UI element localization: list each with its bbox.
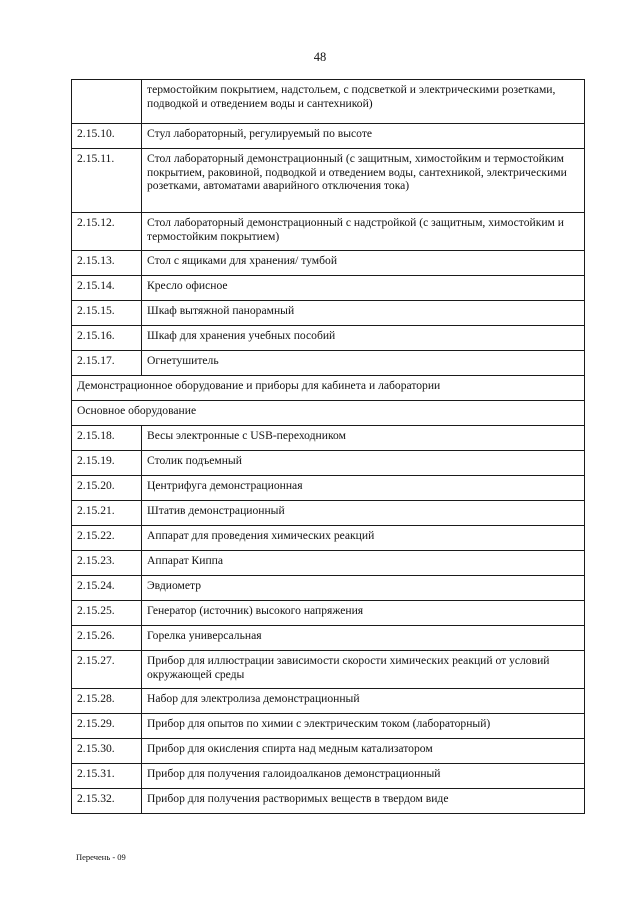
section-row bbox=[72, 376, 585, 401]
item-name: Аппарат для проведения химических реакций bbox=[142, 526, 585, 551]
table-row bbox=[72, 651, 585, 689]
item-name: Центрифуга демонстрационная bbox=[142, 476, 585, 501]
item-name: Прибор для иллюстрации зависимости скорости химических реакций от условий окружающей среды bbox=[142, 651, 585, 689]
item-name: Шкаф для хранения учебных пособий bbox=[142, 326, 585, 351]
item-name: Прибор для окисления спирта над медным катализатором bbox=[142, 739, 585, 764]
item-name: Весы электронные с USB-переходником bbox=[142, 426, 585, 451]
item-name: Штатив демонстрационный bbox=[142, 501, 585, 526]
page-footer: Перечень - 09 bbox=[76, 852, 126, 862]
item-number: 2.15.26. bbox=[72, 626, 142, 651]
section-row bbox=[72, 401, 585, 426]
table-row bbox=[72, 213, 585, 251]
item-number: 2.15.11. bbox=[72, 149, 142, 213]
item-number: 2.15.14. bbox=[72, 276, 142, 301]
item-number: 2.15.27. bbox=[72, 651, 142, 689]
item-name: Генератор (источник) высокого напряжения bbox=[142, 601, 585, 626]
equipment-table-body bbox=[72, 80, 585, 814]
item-name: Стол лабораторный демонстрационный с надстройкой (с защитным, химостойким и термостойким покрытием) bbox=[142, 213, 585, 251]
page-number: 48 bbox=[313, 50, 327, 64]
item-number: 2.15.28. bbox=[72, 689, 142, 714]
table-row bbox=[72, 351, 585, 376]
table-row bbox=[72, 501, 585, 526]
item-number: 2.15.18. bbox=[72, 426, 142, 451]
item-number: 2.15.21. bbox=[72, 501, 142, 526]
item-number: 2.15.32. bbox=[72, 789, 142, 814]
table-row bbox=[72, 451, 585, 476]
item-name: Шкаф вытяжной панорамный bbox=[142, 301, 585, 326]
table-row bbox=[72, 601, 585, 626]
table-row bbox=[72, 626, 585, 651]
item-name: Прибор для опытов по химии с электрическим током (лабораторный) bbox=[142, 714, 585, 739]
item-number: 2.15.15. bbox=[72, 301, 142, 326]
table-row bbox=[72, 276, 585, 301]
item-name: Аппарат Киппа bbox=[142, 551, 585, 576]
item-name: Стол с ящиками для хранения/ тумбой bbox=[142, 251, 585, 276]
item-number: 2.15.13. bbox=[72, 251, 142, 276]
item-number: 2.15.30. bbox=[72, 739, 142, 764]
item-number: 2.15.17. bbox=[72, 351, 142, 376]
table-row bbox=[72, 124, 585, 149]
item-name: Столик подъемный bbox=[142, 451, 585, 476]
table-row bbox=[72, 476, 585, 501]
section-heading: Основное оборудование bbox=[72, 401, 585, 426]
table-row bbox=[72, 764, 585, 789]
item-number: 2.15.10. bbox=[72, 124, 142, 149]
section-heading: Демонстрационное оборудование и приборы для кабинета и лаборатории bbox=[72, 376, 585, 401]
item-name: Стол лабораторный демонстрационный (с защитным, химостойким и термостойким покрытием, раковиной, подводкой и отведением воды, сантехникой, электрическими розетками, автоматами аварийного отключения тока) bbox=[142, 149, 585, 213]
item-number bbox=[72, 80, 142, 124]
table-row bbox=[72, 80, 585, 124]
item-number: 2.15.19. bbox=[72, 451, 142, 476]
item-name: Кресло офисное bbox=[142, 276, 585, 301]
item-number: 2.15.20. bbox=[72, 476, 142, 501]
table-row bbox=[72, 714, 585, 739]
item-name: Эвдиометр bbox=[142, 576, 585, 601]
item-number: 2.15.25. bbox=[72, 601, 142, 626]
item-name: Прибор для получения галоидоалканов демонстрационный bbox=[142, 764, 585, 789]
item-number: 2.15.22. bbox=[72, 526, 142, 551]
item-number: 2.15.23. bbox=[72, 551, 142, 576]
item-name: Огнетушитель bbox=[142, 351, 585, 376]
table-row bbox=[72, 739, 585, 764]
item-name: Горелка универсальная bbox=[142, 626, 585, 651]
table-row bbox=[72, 526, 585, 551]
table-row bbox=[72, 426, 585, 451]
table-row bbox=[72, 251, 585, 276]
table-row bbox=[72, 301, 585, 326]
item-name: Стул лабораторный, регулируемый по высоте bbox=[142, 124, 585, 149]
table-row bbox=[72, 326, 585, 351]
item-number: 2.15.29. bbox=[72, 714, 142, 739]
item-number: 2.15.16. bbox=[72, 326, 142, 351]
item-number: 2.15.24. bbox=[72, 576, 142, 601]
item-name: термостойким покрытием, надстольем, с подсветкой и электрическими розетками, подводкой и отведением воды и сантехникой) bbox=[142, 80, 585, 124]
table-row bbox=[72, 689, 585, 714]
table-row bbox=[72, 551, 585, 576]
item-number: 2.15.31. bbox=[72, 764, 142, 789]
table-row bbox=[72, 576, 585, 601]
item-number: 2.15.12. bbox=[72, 213, 142, 251]
item-name: Набор для электролиза демонстрационный bbox=[142, 689, 585, 714]
table-row bbox=[72, 149, 585, 213]
item-name: Прибор для получения растворимых веществ в твердом виде bbox=[142, 789, 585, 814]
table-row bbox=[72, 789, 585, 814]
equipment-table bbox=[71, 79, 585, 814]
